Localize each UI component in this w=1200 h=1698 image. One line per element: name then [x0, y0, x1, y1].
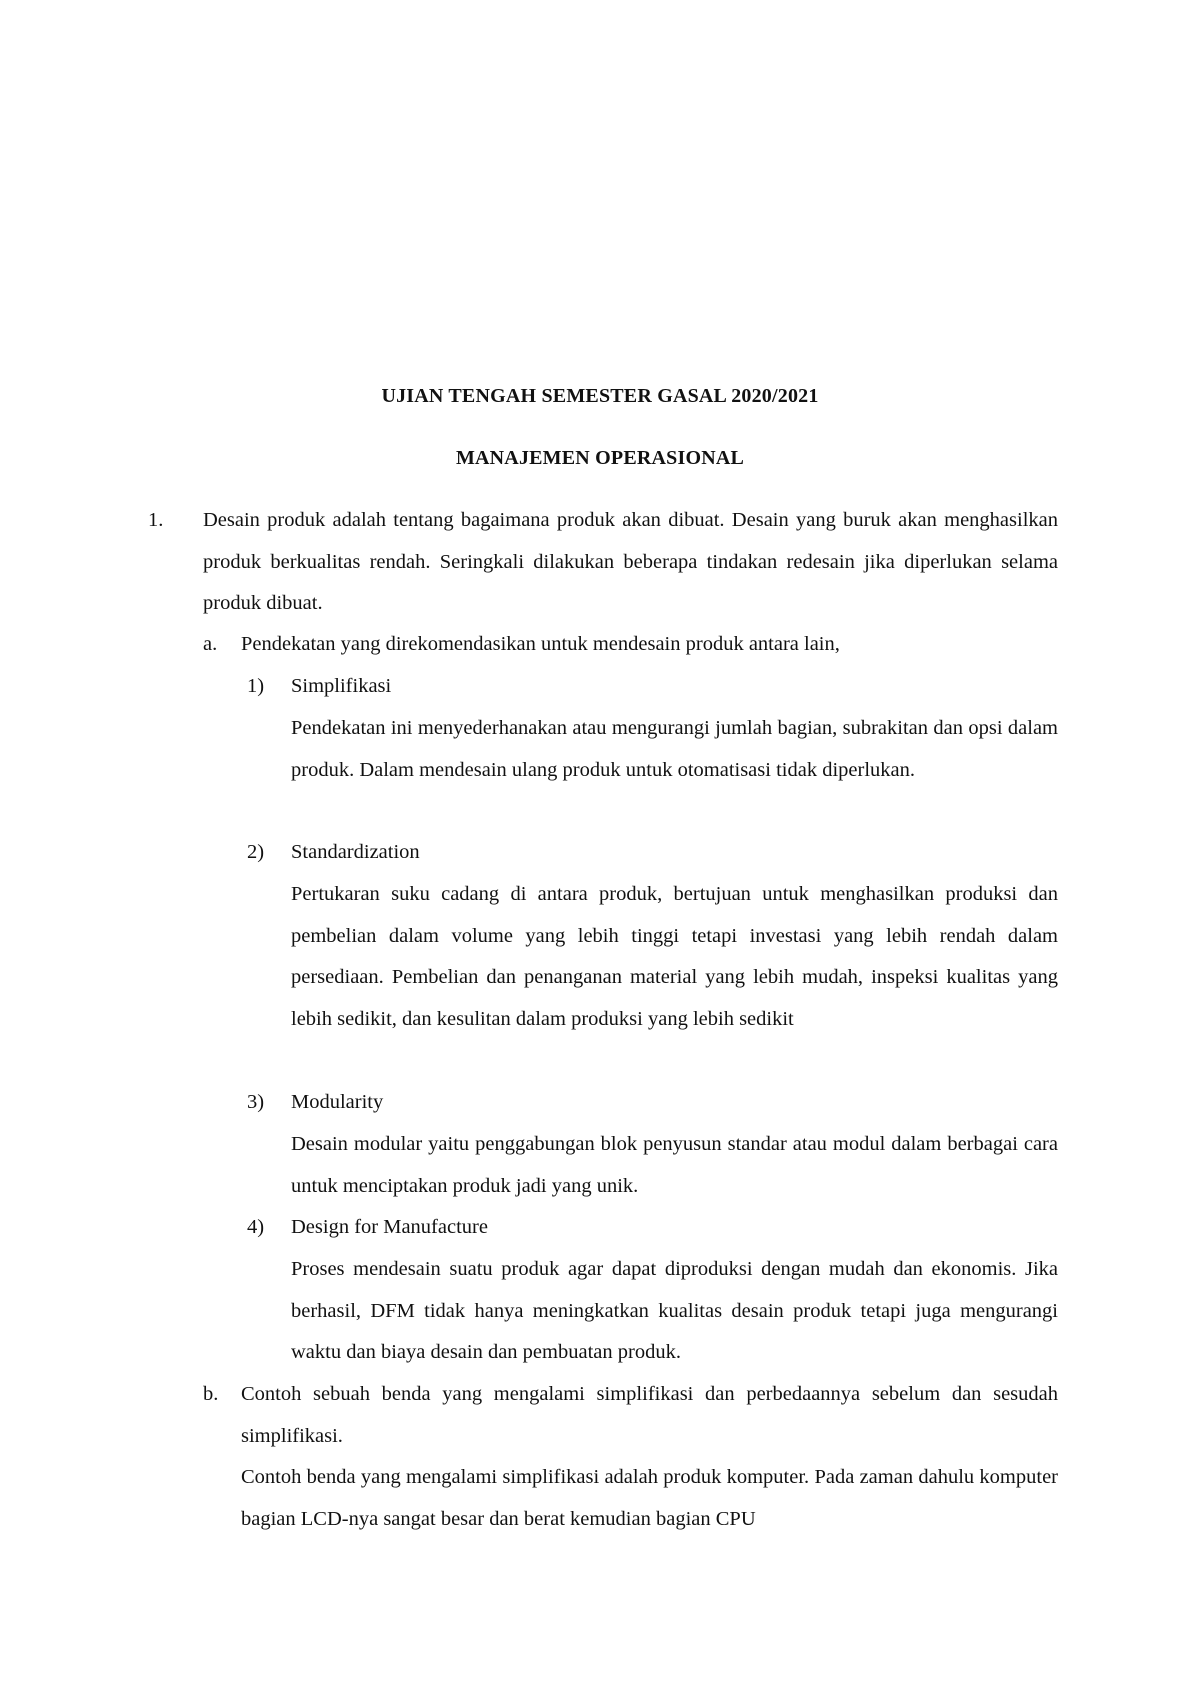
subquestion-text-a: Pendekatan yang direkomendasikan untuk mendesain produk antara lain,	[241, 633, 840, 655]
list-item-heading: Modularity	[291, 1091, 384, 1113]
question-number: 1.	[148, 509, 164, 531]
list-item-heading: Standardization	[291, 841, 420, 863]
exam-title: UJIAN TENGAH SEMESTER GASAL 2020/2021	[381, 385, 819, 407]
list-item-body: Proses mendesain suatu produk agar dapat diproduksi dengan mudah dan ekonomis. Jika berhasil, DFM tidak hanya meningkatkan kualitas desain produk tetapi juga mengurangi waktu dan biaya desain dan pembuatan produk.	[291, 1258, 1058, 1363]
list-item-heading: Design for Manufacture	[291, 1216, 488, 1238]
course-title: MANAJEMEN OPERASIONAL	[455, 447, 745, 469]
list-item-marker: 2)	[247, 841, 265, 863]
list-item-heading: Simplifikasi	[291, 675, 392, 697]
list-item-marker: 3)	[247, 1091, 265, 1113]
question-text: Desain produk adalah tentang bagaimana produk akan dibuat. Desain yang buruk akan menghasilkan produk berkualitas rendah. Seringkali dilakukan beberapa tindakan redesain jika diperlukan selama produk dibuat.	[203, 509, 1058, 614]
list-item-body: Pertukaran suku cadang di antara produk, bertujuan untuk menghasilkan produksi dan pembelian dalam volume yang lebih tinggi tetapi investasi yang lebih rendah dalam persediaan. Pembelian dan penanganan material yang lebih mudah, inspeksi kualitas yang lebih sedikit, dan kesulitan dalam produksi yang lebih sedikit	[291, 883, 1058, 1030]
list-item-marker: 4)	[247, 1216, 265, 1238]
subquestion-marker-a: a.	[203, 633, 218, 655]
answer-text-b: Contoh benda yang mengalami simplifikasi adalah produk komputer. Pada zaman dahulu komputer bagian LCD-nya sangat besar dan berat kemudian bagian CPU	[241, 1466, 1058, 1530]
subquestion-marker-b: b.	[203, 1383, 219, 1405]
subquestion-text-b: Contoh sebuah benda yang mengalami simplifikasi dan perbedaannya sebelum dan sesudah simplifikasi.	[241, 1383, 1058, 1447]
list-item-body: Desain modular yaitu penggabungan blok penyusun standar atau modul dalam berbagai cara untuk menciptakan produk jadi yang unik.	[291, 1133, 1058, 1197]
list-item-marker: 1)	[247, 675, 265, 697]
list-item-body: Pendekatan ini menyederhanakan atau mengurangi jumlah bagian, subrakitan dan opsi dalam produk. Dalam mendesain ulang produk untuk otomatisasi tidak diperlukan.	[291, 717, 1058, 781]
